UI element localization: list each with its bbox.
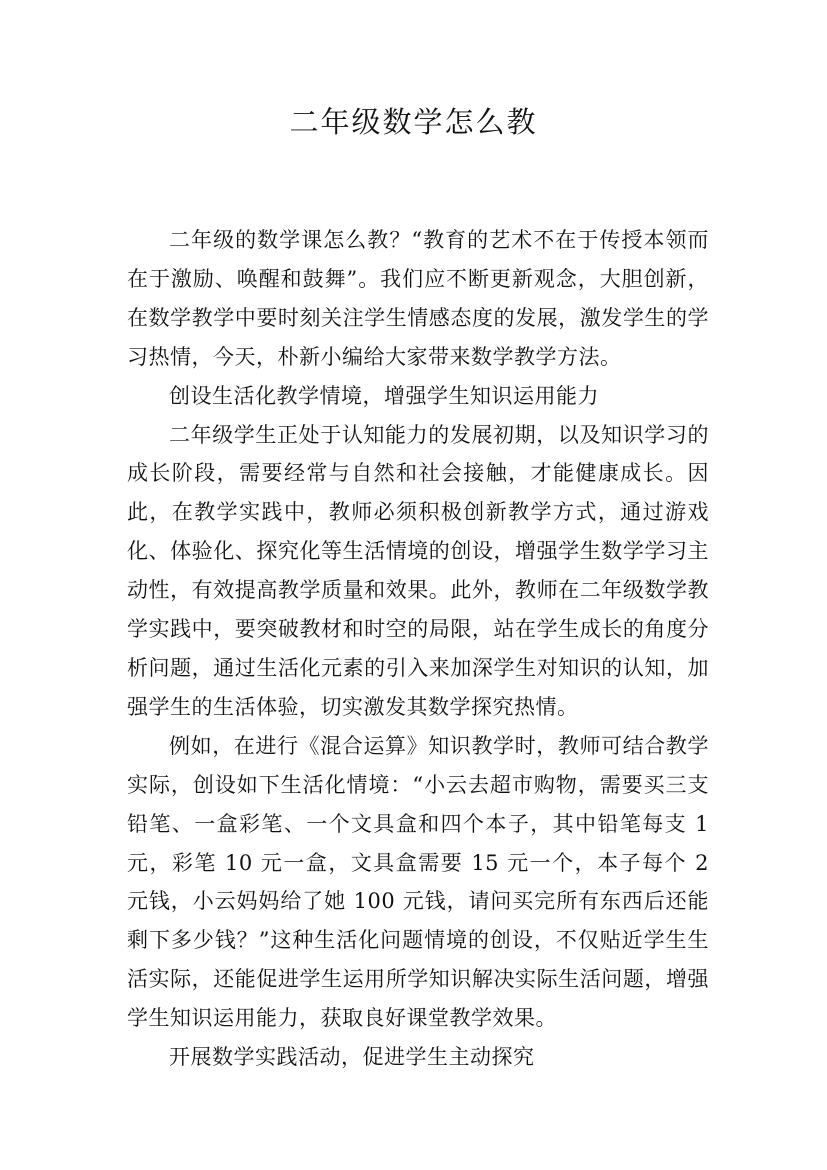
body-paragraph-cognition: 二年级学生正处于认知能力的发展初期，以及知识学习的成长阶段，需要经常与自然和社会接触，才能健康成长。因此，在教学实践中，教师必须积极创新教学方式，通过游戏化、体验化、探究化等生活情境的创设，增强学生数学学习主动性，有效提高教学质量和效果。此外，教师在二年级数学教学实践中，要突破教材和时空的局限，站在学生成长的角度分析问题，通过生活化元素的引入来加深学生对知识的认知，加强学生的生活体验，切实激发其数学探究热情。 [127, 422, 709, 719]
section-heading-life-context: 创设生活化教学情境，增强学生知识运用能力 [169, 383, 599, 408]
section-heading-practice: 开展数学实践活动，促进学生主动探究 [169, 1045, 535, 1070]
document-title: 二年级数学怎么教 [289, 105, 538, 139]
body-paragraph-example: 例如，在进行《混合运算》知识教学时，教师可结合教学实际，创设如下生活化情境：“小云去超市购物，需要买三支铅笔、一盒彩笔、一个文具盒和四个本子，其中铅笔每支 1 元，彩笔 10 元一盒，文具盒需要 15 元一个，本子每个 2 元钱，小云妈妈给了她 100 元钱，请问买完所有东西后还能剩下多少钱？”这种生活化问题情境的创设，不仅贴近学生生活实际，还能促进学生运用所学知识解决实际生活问题，增强学生知识运用能力，获取良好课堂教学效果。 [127, 733, 709, 1031]
intro-paragraph: 二年级的数学课怎么教？“教育的艺术不在于传授本领而在于激励、唤醒和鼓舞”。我们应不断更新观念，大胆创新，在数学教学中要时刻关注学生情感态度的发展，激发学生的学习热情，今天，朴新小编给大家带来数学教学方法。 [127, 228, 709, 369]
document-body [127, 221, 709, 1077]
